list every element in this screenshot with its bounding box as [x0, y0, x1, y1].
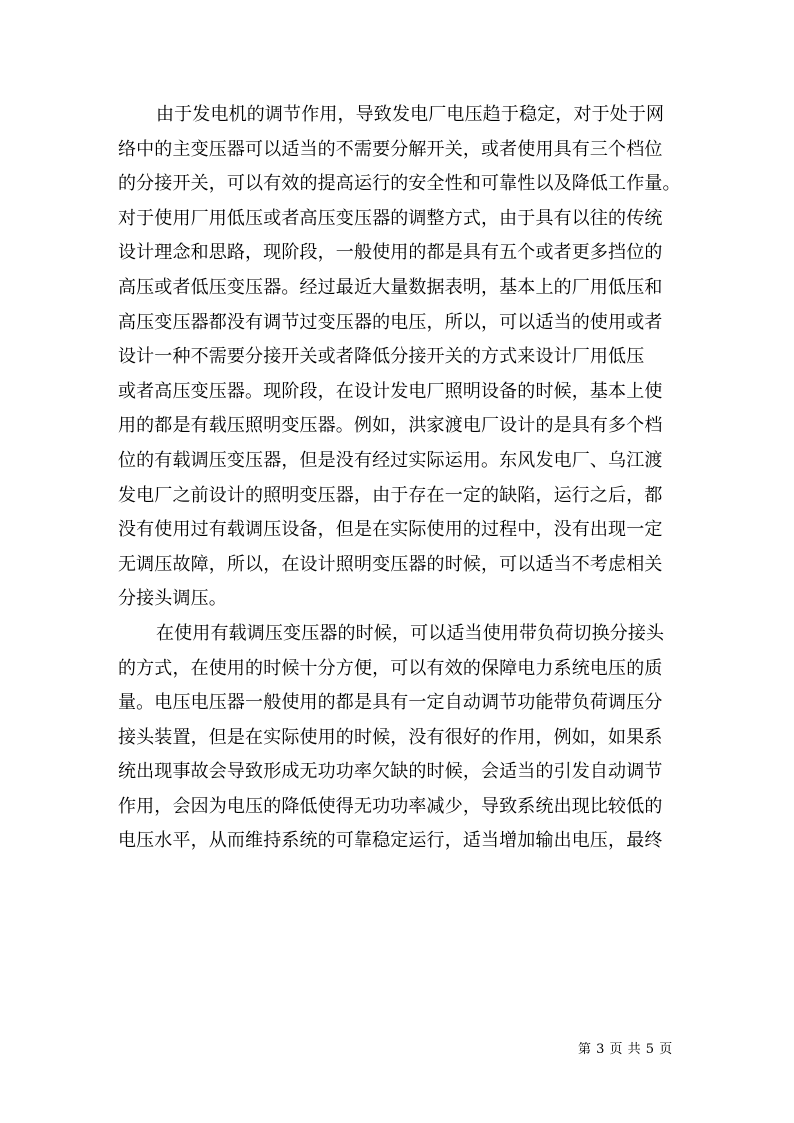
paragraph-line: 位的有载调压变压器，但是没有经过实际运用。东风发电厂、乌江渡 — [118, 449, 663, 471]
paragraph-line: 作用，会因为电压的降低使得无功功率减少，导致系统出现比较低的 — [118, 795, 663, 817]
paragraph-line: 电压水平，从而维持系统的可靠稳定运行，适当增加输出电压，最终 — [118, 830, 663, 852]
paragraph-line: 的分接开关，可以有效的提高运行的安全性和可靠性以及降低工作量。 — [118, 173, 681, 195]
paragraph-line: 量。电压电压器一般使用的都是具有一定自动调节功能带负荷调压分 — [118, 692, 663, 714]
paragraph-line: 用的都是有载压照明变压器。例如，洪家渡电厂设计的是具有多个档 — [118, 415, 663, 437]
paragraph-line: 高压或者低压变压器。经过最近大量数据表明，基本上的厂用低压和 — [118, 276, 663, 298]
paragraph-line: 对于使用厂用低压或者高压变压器的调整方式，由于具有以往的传统 — [118, 207, 663, 229]
paragraph-line: 统出现事故会导致形成无功功率欠缺的时候，会适当的引发自动调节 — [118, 761, 663, 783]
paragraph-line: 在使用有载调压变压器的时候，可以适当使用带负荷切换分接头 — [156, 622, 665, 644]
paragraph-line: 没有使用过有载调压设备，但是在实际使用的过程中，没有出现一定 — [118, 519, 663, 541]
paragraph-line: 由于发电机的调节作用，导致发电厂电压趋于稳定，对于处于网 — [156, 104, 665, 125]
page-number-footer: 第 3 页 共 5 页 — [578, 1042, 673, 1057]
paragraph-line: 高压变压器都没有调节过变压器的电压，所以，可以适当的使用或者 — [118, 311, 663, 333]
paragraph-line: 分接头调压。 — [118, 588, 227, 610]
paragraph-line: 设计理念和思路，现阶段，一般使用的都是具有五个或者更多挡位的 — [118, 242, 663, 264]
paragraph-line: 发电厂之前设计的照明变压器，由于存在一定的缺陷，运行之后，都 — [118, 484, 663, 506]
paragraph-line: 无调压故障，所以，在设计照明变压器的时候，可以适当不考虑相关 — [118, 553, 663, 575]
body-text — [118, 98, 700, 859]
paragraph-line: 接头装置，但是在实际使用的时候，没有很好的作用，例如，如果系 — [118, 726, 663, 748]
paragraph-line: 络中的主变压器可以适当的不需要分解开关，或者使用具有三个档位 — [118, 138, 663, 160]
paragraph-line: 的方式，在使用的时候十分方便，可以有效的保障电力系统电压的质 — [118, 657, 663, 679]
paragraph-line: 或者高压变压器。现阶段，在设计发电厂照明设备的时候，基本上使 — [118, 380, 663, 402]
paragraph-line: 设计一种不需要分接开关或者降低分接开关的方式来设计厂用低压 — [118, 346, 645, 368]
